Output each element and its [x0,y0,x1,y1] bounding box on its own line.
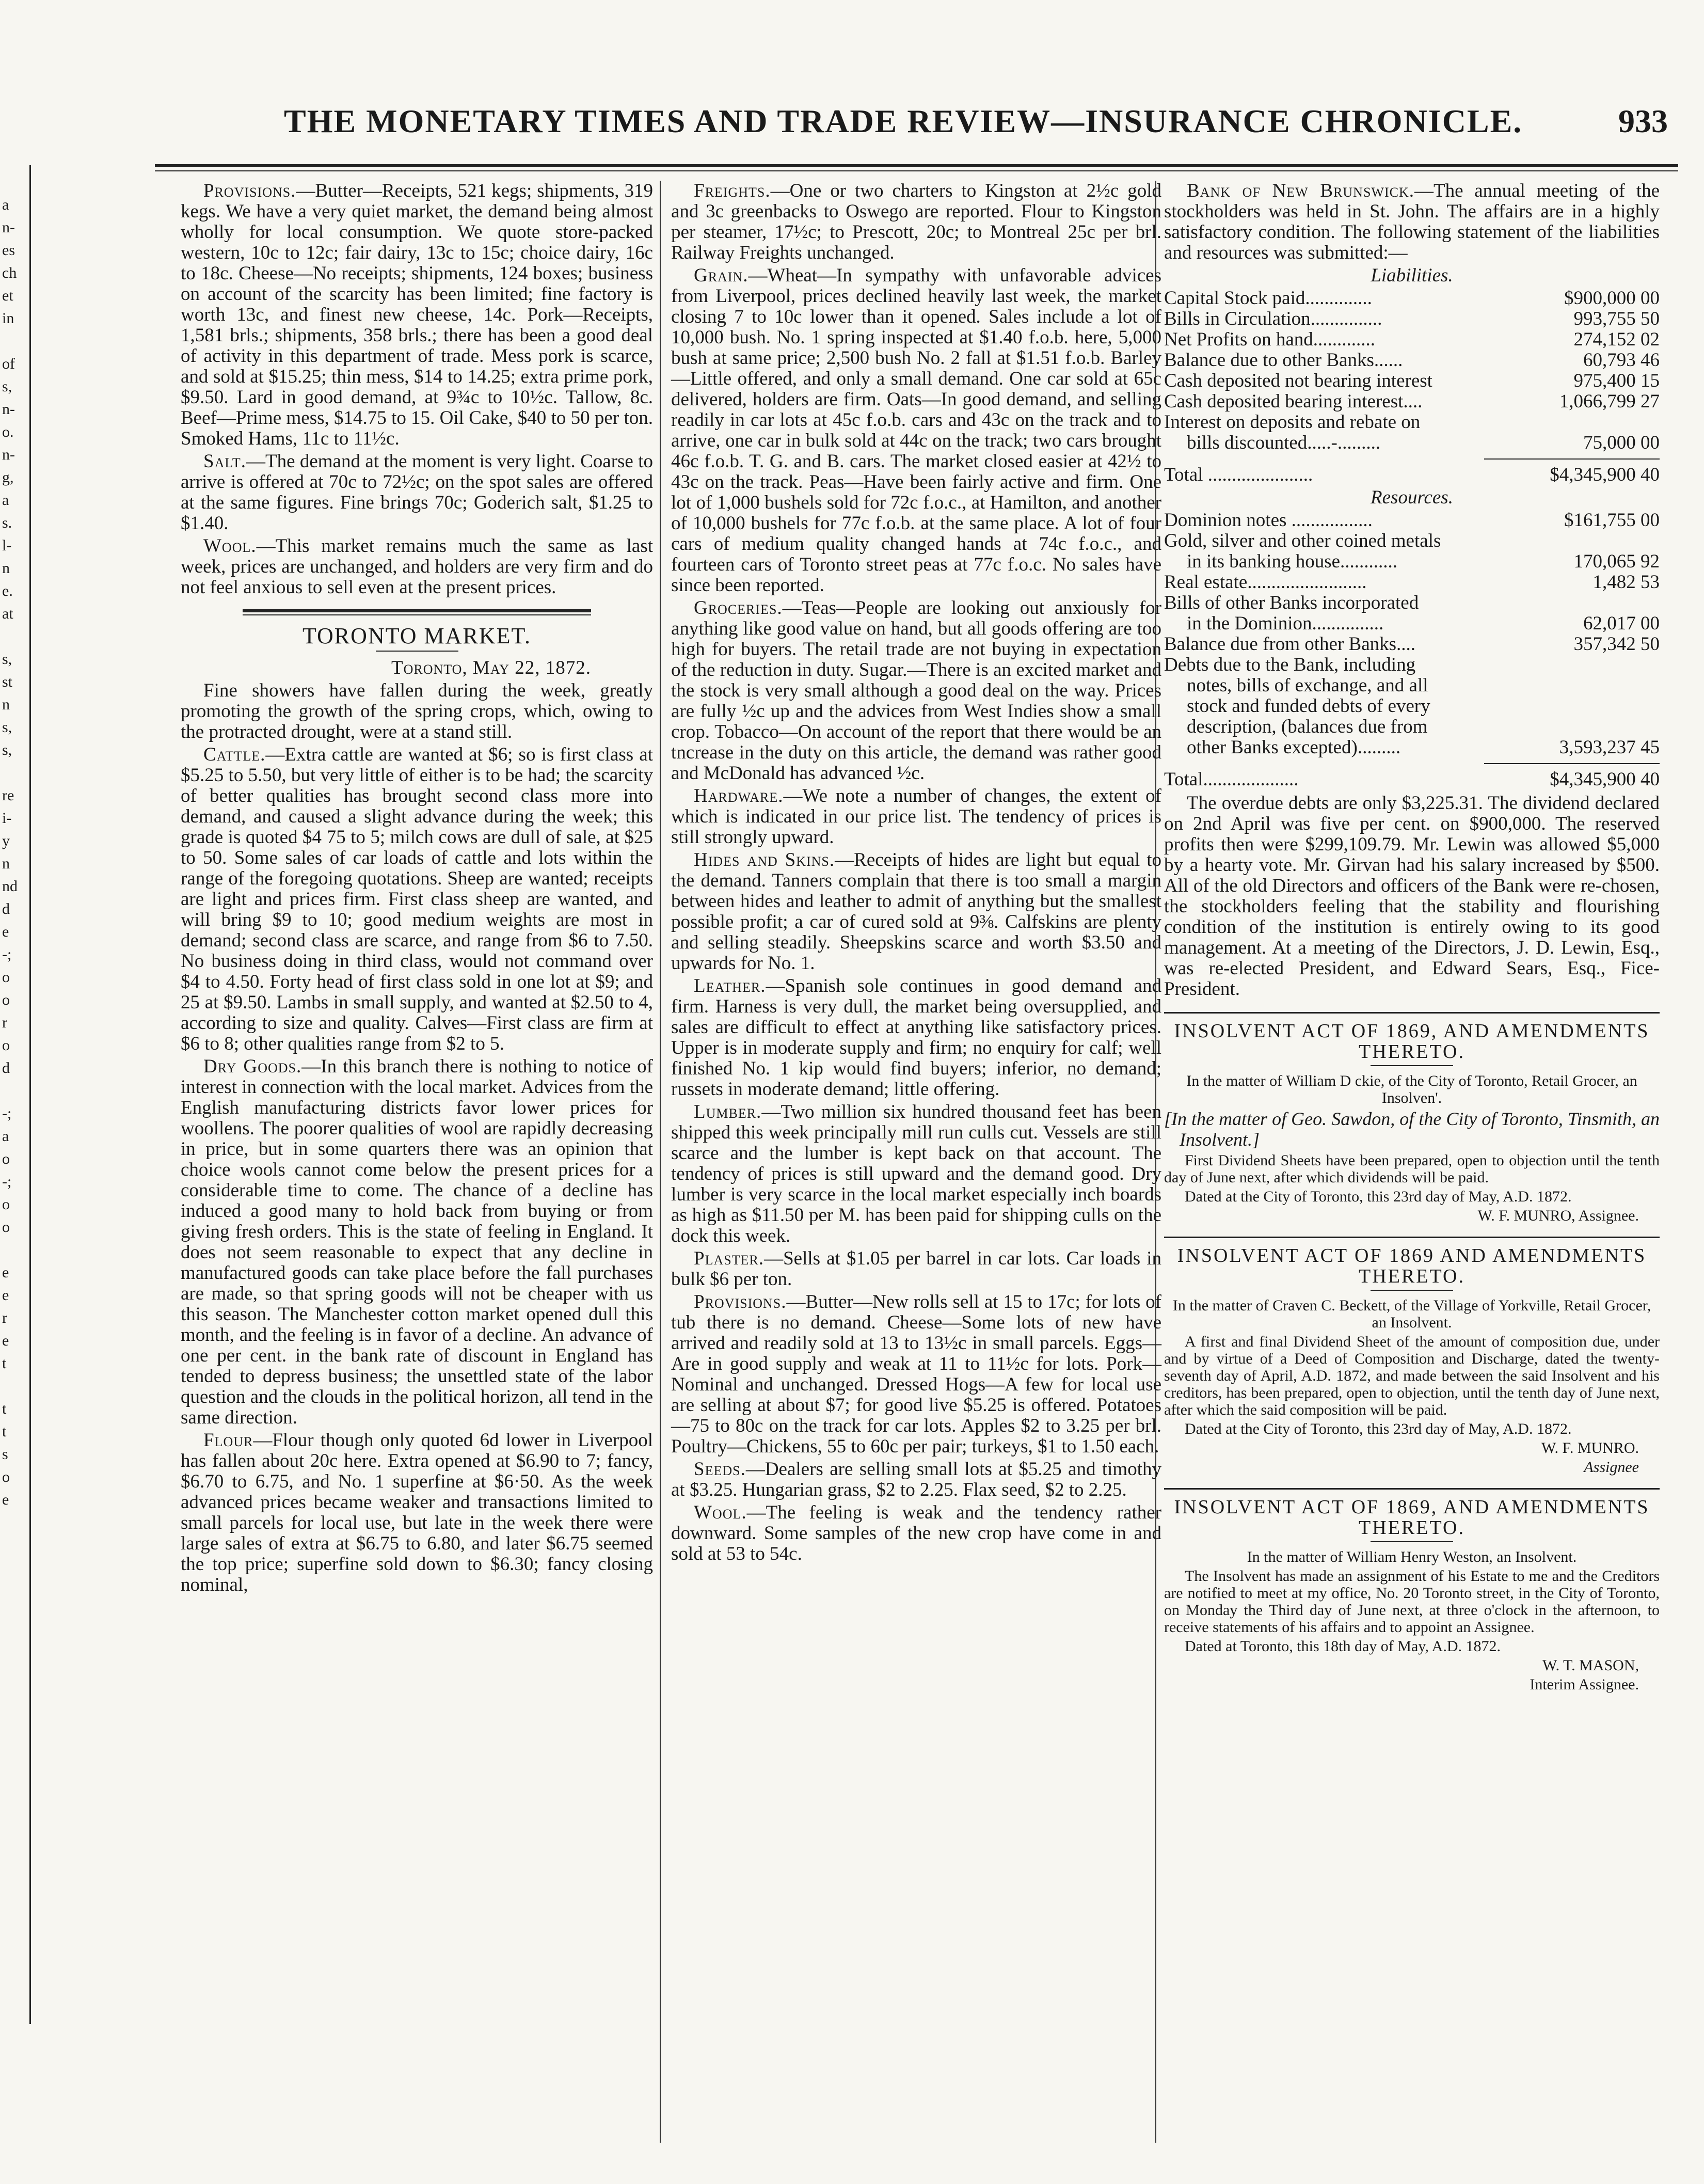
ledger-row [1164,350,1660,371]
ledger-label: Cash deposited bearing interest.... [1164,391,1423,412]
ledger-row [1164,696,1660,717]
provisions-paragraph-2 [671,1292,1161,1457]
notice-text: A first and final Dividend Sheet of the amount of composition due, under and by virtue of a Deed of Composition and Discharge, dated the twenty-seventh day of April, A.D. 1872, and made between the said Insolvent and his creditors, has been prepared, open to objection, until the tenth day of June next, after which the said composition will be paid. [1164,1333,1660,1418]
gutter-fragment: r [2,1309,7,1326]
ledger-row [1164,531,1660,551]
resources-table [1164,510,1660,758]
ledger-amount: 357,342 50 [1573,634,1660,655]
gutter-fragment: es [2,242,15,259]
notice-rule [1164,1488,1660,1490]
total-row [1164,460,1660,485]
notice-body [1164,1072,1660,1224]
gutter-fragment: d [2,900,10,917]
lumber-text: —Two million six hundred thousand feet has been shipped this week principally mill run culls cut. Vessels are still scarce and the lumber is kept back on that account. The tendency of prices is still upward and the demand good. Dry lumber is very scarce in the local market especially inch boards as high as $11.50 per M. has been paid for shipping culls on the dock this week. [671,1101,1161,1246]
ledger-row [1164,655,1660,675]
notice-text: First Dividend Sheets have been prepared, open to objection until the tenth day of June next, after which dividends will be paid. [1164,1152,1660,1186]
ledger-row [1164,288,1660,309]
lumber-heading: Lumber. [694,1101,762,1122]
gutter-fragment: ch [2,264,17,281]
lumber-paragraph [671,1102,1161,1246]
section-rule [243,609,591,615]
gutter-fragment: e [2,923,9,940]
ledger-row [1164,613,1660,634]
ledger-amount: 993,755 50 [1573,308,1660,329]
column-divider [660,181,661,2143]
notice-text: The Insolvent has made an assignment of his Estate to me and the Creditors are notified to meet at my office, No. 20 Toronto street, in the City of Toronto, on Monday the Third day of June next, at three o'clock in the afternoon, to receive statements of his affairs and to appoint an Assignee. [1164,1568,1660,1636]
bank-closing: The overdue debts are only $3,225.31. The dividend declared on 2nd April was five per cent. on $900,000. The reserved profits then were $299,109.79. Mr. Lewin was allowed $5,000 by a hearty vote. Mr. Girvan had his salary increased by $500. All of the old Directors and officers of the Bank were re-chosen, the stockholders feeling that the stability and flourishing condition of the institution is entirely owing to its good management. At a meeting of the Directors, J. D. Lewin, Esq., was re-elected President, and Edward Sears, Esq., Fice-President. [1164,793,1660,1000]
groceries-text: —Teas—People are looking out anxiously for anything like good value on hand, but all goods offering are too high for buyers. The retail trade are not buying in expectation of the reduction in duty. Sugar.—There is an excited market and the stock is very small although a good deal on the way. Prices are fully ½c up and the advices from West Indies show a small crop. Tobacco—On account of the report that there would be an tncrease in the duty on this article, the demand was rather good and McDonald has advanced ½c. [671,597,1161,784]
wool-heading-2: Wool. [694,1502,747,1523]
ledger-row [1164,309,1660,329]
gutter-fragment: e [2,1332,9,1349]
salt-text: —The demand at the moment is very light. Coarse to arrive is offered at 70c to 72½c; on the spot sales are offered at the same figures. Fine brings 70c; Goderich salt, $1.25 to $1.40. [181,451,653,534]
grain-paragraph [671,265,1161,596]
gutter-fragment: -; [2,1173,12,1190]
gutter-fragment: o [2,1150,10,1167]
gutter-fragment: n [2,560,10,577]
gutter-fragment: e [2,1491,9,1508]
ledger-amount: 975,400 15 [1573,370,1660,391]
wool-heading: Wool. [203,535,257,557]
ledger-amount [1510,412,1660,433]
gutter-fragment: o. [2,423,14,440]
gutter-fragment: s. [2,514,12,531]
insolvent-notice-2 [1164,1245,1660,1476]
ledger-label: Net Profits on hand............. [1164,329,1376,350]
gutter-fragment: e [2,1287,9,1304]
ledger-amount: 75,000 00 [1583,432,1660,453]
short-rule [376,651,458,652]
gutter-fragment: o [2,991,10,1008]
gutter-fragment: o [2,1037,10,1054]
ledger-row [1164,737,1660,758]
wool-paragraph [181,536,653,598]
groceries-paragraph [671,598,1161,784]
gutter-fragment: s, [2,378,12,395]
ledger-amount [1510,675,1660,696]
ledger-label: in its banking house............ [1187,551,1398,572]
gutter-fragment: et [2,287,13,304]
total-row [1164,764,1660,790]
notice-signature: W. F. MUNRO. [1541,1439,1639,1457]
notice-role: Interim Assignee. [1530,1676,1639,1693]
ledger-row [1164,551,1660,572]
ledger-row [1164,433,1660,453]
column-2 [671,181,1161,1566]
ledger-amount: 3,593,237 45 [1559,737,1660,758]
salt-heading: Salt. [203,451,246,472]
ledger-amount: 1,482 53 [1592,572,1660,593]
ledger-label: notes, bills of exchange, and all [1187,675,1428,696]
market-intro: Fine showers have fallen during the week, greatly promoting the growth of the spring crops, which, owing to the protracted drought, were at a stand still. [181,680,653,742]
ledger-amount: 274,152 02 [1573,329,1660,350]
ledger-amount [1510,531,1660,551]
ledger-row [1164,634,1660,655]
leather-paragraph [671,976,1161,1100]
page-number: 933 [1618,103,1668,139]
notice-matter-italic: [In the matter of Geo. Sawdon, of the City of Toronto, Tinsmith, an Insolvent.] [1164,1109,1660,1150]
ledger-amount: 62,017 00 [1583,613,1660,634]
ledger-amount [1510,593,1660,613]
ledger-label: in the Dominion............... [1187,613,1384,634]
ledger-row [1164,371,1660,391]
gutter-fragment: s, [2,651,12,668]
ledger-label: Cash deposited not bearing interest [1164,370,1432,391]
ledger-label: Dominion notes ................. [1164,510,1373,531]
gutter-fragment: -; [2,1105,12,1122]
short-rule [1371,1065,1453,1066]
insolvent-notice-1 [1164,1021,1660,1224]
bank-text: —The annual meeting of the stockholders was held in St. John. The affairs are in a highly satisfactory condition. The following statement of the liabilities and resources was submitted:— [1164,180,1660,263]
gutter-fragment: o [2,1468,10,1485]
gutter-fragment: t [2,1400,7,1417]
notice-title: INSOLVENT ACT OF 1869, AND AMENDMENTS THERETO. [1174,1020,1650,1063]
notice-body [1164,1297,1660,1476]
dry-goods-heading: Dry Goods. [203,1056,302,1077]
leather-heading: Leather. [694,975,766,996]
provisions-paragraph [181,181,653,449]
gutter-fragment: n [2,696,10,713]
ledger-label: description, (balances due from [1187,716,1428,737]
notice-rule [1164,1012,1660,1014]
ledger-label: Real estate......................... [1164,572,1367,593]
resources-caption: Resources. [1371,487,1453,508]
cattle-text: —Extra cattle are wanted at $6; so is first class at $5.25 to 5.50, but very little of either is to be had; the scarcity of better qualities has brought second class more into demand, and caused a slight advance during the week; this grade is quoted $4 75 to 5; milch cows are dull of sale, at $25 to 50. Some sales of car loads of cattle and lots within the range of the foregoing quotations. Sheep are wanted; receipts are light and prices firm. First class sheep are wanted, and will bring $9 to 10; good medium weights are most in demand; second class are scarce, and range from $6 to 7.50. No business doing in third class, would not command over $4 to 4.50. Forty head of first class sold in one lot at $9; and 25 at $9.50. Lambs in small supply, and wanted at $2.50 to 4, according to size and quality. Calves—First class are firm at $6 to 8; other qualities range from $2 to 5. [181,744,653,1054]
toronto-market-heading: TORONTO MARKET. [302,623,532,648]
groceries-heading: Groceries. [694,597,783,619]
plaster-paragraph [671,1248,1161,1290]
gutter-fragment: a [2,1128,9,1145]
liabilities-caption: Liabilities. [1371,265,1453,286]
notice-matter: In the matter of Craven C. Beckett, of the Village of Yorkville, Retail Grocer, an Insolvent. [1172,1297,1651,1331]
ledger-label: Debts due to the Bank, including [1164,654,1416,675]
gutter-fragment: l- [2,537,12,554]
salt-paragraph [181,451,653,534]
header-rule [155,164,1678,167]
leather-text: —Spanish sole continues in good demand and firm. Harness is very dull, the market being oversupplied, and sales are difficult to effect at anything like satisfactory prices. Upper is in moderate supply and firm; no enquiry for calf; well finished No. 1 kip would find buyers; inferior, no demand; russets in moderate demand; little offering. [671,975,1161,1100]
ledger-row [1164,593,1660,613]
plaster-heading: Plaster. [694,1248,765,1269]
gutter-fragment: t [2,1355,7,1372]
notice-role: Assignee [1584,1459,1639,1476]
notice-title: INSOLVENT ACT OF 1869, AND AMENDMENTS THERETO. [1174,1496,1650,1539]
grain-text: —Wheat—In sympathy with unfavorable advices from Liverpool, prices declined heavily last week, the market closing 7 to 10c lower than it opened. Sales include a lot of 10,000 bush. No. 1 spring inspected at $1.40 f.o.b. here, 5,000 bush at same price; 2,500 bush No. 2 fall at $1.51 f.o.b. Barley—Little offered, and only a small demand. One car sold at 65c delivered, holders are firm. Oats—In good demand, and selling readily in car lots at 45c f.o.b. cars and 43c on the track and to arrive, one car in bulk sold at 44c on the track; two cars brought 46c f.o.b. T. G. and B. cars. The market closed easier at 42½ to 43c on the track. Peas—Have been fairly active and firm. One lot of 1,000 bushels sold for 72c f.o.c., at Hamilton, and another of 10,000 bushels for 77c f.o.b. at the same place. A lot of four cars of medium quality changed hands at 74c f.o.c., and fourteen cars of Toronto street peas at 77c f.o.c. No sales have since been reported. [671,265,1161,596]
gutter-fragment: -; [2,946,12,963]
gutter-fragment: e [2,1264,9,1281]
ledger-amount [1510,655,1660,675]
notice-signature: W. F. MUNRO, Assignee. [1477,1207,1639,1224]
page-title: THE MONETARY TIMES AND TRADE REVIEW—INSURANCE CHRONICLE. [284,103,1523,139]
notice-title: INSOLVENT ACT OF 1869 AND AMENDMENTS THERETO. [1177,1245,1647,1287]
seeds-text: —Dealers are selling small lots at $5.25 and timothy at $3.25. Hungarian grass, $2 to 2.25. Flax seed, $2 to 2.25. [671,1459,1161,1500]
notice-matter: In the matter of William Henry Weston, an Insolvent. [1247,1548,1577,1565]
gutter-fragment: t [2,1423,7,1440]
ledger-amount [1510,717,1660,737]
ledger-row [1164,572,1660,593]
gutter-fragment: n- [2,401,15,418]
hardware-text: —We note a number of changes, the extent of which is indicated in our price list. The tendency of prices is still strongly upward. [671,785,1161,848]
page-header [155,93,1678,155]
gutter-fragment: s [2,1446,8,1463]
ledger-label: Bills of other Banks incorporated [1164,592,1419,613]
dry-goods-paragraph [181,1056,653,1428]
cattle-paragraph [181,745,653,1054]
notice-rule [1164,1237,1660,1238]
gutter-fragment: a [2,196,9,213]
gutter-fragment: at [2,605,13,622]
dateline: Toronto, May 22, 1872. [391,657,591,678]
gutter-fragment: n- [2,219,15,236]
notice-matter: In the matter of William D ckie, of the City of Toronto, Retail Grocer, an Insolven'. [1186,1072,1637,1106]
gutter-fragment: a [2,492,9,509]
ledger-label: Balance due to other Banks...... [1164,350,1403,371]
seeds-paragraph [671,1459,1161,1500]
facing-page-gutter [0,0,31,2184]
gutter-fragment: in [2,310,14,327]
flour-text: —Flour though only quoted 6d lower in Liverpool has fallen about 20c here. Extra opened at $6.90 to 7; fancy, $6.70 to 6.75, and No. 1 superfine at $6·50. As the week advanced prices became weaker and transactions limited to small parcels for local use, but late in the week there were large sales of extra at $6.75 to 6.80, and later $6.75 seemed the top price; superfine sold down to $6.30; fancy closing nominal, [181,1430,653,1595]
ledger-amount: 1,066,799 27 [1559,391,1660,412]
hides-paragraph [671,850,1161,974]
gutter-fragment: st [2,673,13,690]
gutter-fragment: s, [2,719,12,736]
freights-text: —One or two charters to Kingston at 2½c gold and 3c greenbacks to Oswego are reported. Flour to Kingston per steamer, 17½c; to Prescott, 20c; to Montreal 25c per brl. Railway Freights unchanged. [671,180,1161,263]
provisions-heading-2: Provisions. [694,1291,787,1312]
grain-heading: Grain. [694,265,749,286]
flour-heading: Flour [203,1430,253,1451]
short-rule [1371,1541,1453,1542]
ledger-label: Gold, silver and other coined metals [1164,530,1441,551]
gutter-fragment: n [2,855,10,872]
ledger-row [1164,329,1660,350]
gutter-fragment: of [2,355,15,372]
gutter-fragment: r [2,1014,7,1031]
ledger-label: bills discounted.....-......... [1187,432,1381,453]
ledger-label: other Banks excepted)......... [1187,737,1401,758]
gutter-fragment: g, [2,469,14,486]
column-1 [181,181,653,1597]
flour-paragraph [181,1430,653,1595]
hides-heading: Hides and Skins. [694,849,835,871]
notice-body [1164,1548,1660,1693]
ledger-row [1164,391,1660,412]
notice-signature: W. T. MASON, [1542,1657,1639,1674]
freights-paragraph [671,181,1161,263]
gutter-fragment: s, [2,741,12,758]
gutter-fragment: re [2,787,14,804]
gutter-fragment: nd [2,878,18,895]
column-3 [1164,181,1660,1695]
ledger-row [1164,717,1660,737]
ledger-row [1164,412,1660,433]
notice-dated: Dated at the City of Toronto, this 23rd day of May, A.D. 1872. [1185,1420,1572,1437]
gutter-fragment: d [2,1059,10,1077]
insolvent-notice-3 [1164,1497,1660,1693]
bank-paragraph [1164,181,1660,263]
hardware-heading: Hardware. [694,785,784,806]
gutter-rule [29,165,31,2024]
header-rule-thin [155,170,1678,171]
wool-text: —This market remains much the same as last week, prices are unchanged, and holders are very firm and do not feel anxious to sell even at the present prices. [181,535,653,598]
liabilities-table [1164,288,1660,453]
ledger-row [1164,510,1660,531]
gutter-fragment: i- [2,810,12,827]
gutter-fragment: o [2,1218,10,1236]
gutter-fragment: e. [2,582,13,599]
ledger-label: Interest on deposits and rebate on [1164,412,1421,433]
gutter-fragment: y [2,832,10,849]
ledger-row [1164,675,1660,696]
ledger-amount [1510,696,1660,717]
total-amount: $4,345,900 40 [1550,464,1660,485]
cattle-heading: Cattle. [203,744,266,765]
notice-dated: Dated at the City of Toronto, this 23rd day of May, A.D. 1872. [1185,1188,1572,1205]
wool-text-2: —The feeling is weak and the tendency rather downward. Some samples of the new crop have come in and sold at 53 to 54c. [671,1502,1161,1564]
dry-goods-text: —In this branch there is nothing to notice of interest in connection with the local market. Advices from the English manufacturing districts favor lower prices for woollens. The poorer qualities of wool are rapidly decreasing in price, but in some quarters there was an opinion that choice wools cannot come below the present prices for a considerable time to come. The chance of a decline has induced a good many to hold back from buying or from giving fresh orders. This is the state of feeling in England. It does not seem reasonable to expect that any decline in manufactured goods can take place before the fall purchases are made, so that spring goods will not be cheaper with us this season. The Manchester cotton market opened dull this month, and the feeling is in favor of a decline. An advance of one per cent. in the bank rate of discount in England has tended to depress business; the unsettled state of the labor question and the clouds in the political horizon, all tend in the same direction. [181,1056,653,1428]
total-label: Total.................... [1164,769,1299,790]
gutter-fragment: o [2,1196,10,1213]
gutter-fragment: n- [2,446,15,463]
plaster-text: —Sells at $1.05 per barrel in car lots. Car loads in bulk $6 per ton. [671,1248,1161,1290]
short-rule [1371,1290,1453,1291]
provisions-text: —Butter—Receipts, 521 kegs; shipments, 319 kegs. We have a very quiet market, the demand being almost wholly for local consumption. We quote store-packed western, 10c to 12c; fair dairy, 13c to 15c; choice dairy, 16c to 18c. Cheese—No receipts; shipments, 124 boxes; business on account of the scarcity has been limited; fine factory is worth 13c, and finest new cheese, 14c. Pork—Receipts, 1,581 brls.; shipments, 358 brls.; there has been a good deal of activity in this department of trade. Mess pork is scarce, and sold at $15.25; thin mess, $14 to 14.25; extra prime pork, $9.50. Lard in good demand, at 9¾c to 10½c. Tallow, 8c. Beef—Prime mess, $14.75 to 15. Oil Cake, $40 to 50 per ton. Smoked Hams, 11c to 11½c. [181,180,653,449]
ledger-label: Balance due from other Banks.... [1164,634,1416,655]
seeds-heading: Seeds. [694,1459,746,1480]
ledger-amount: $900,000 00 [1564,288,1660,309]
total-amount: $4,345,900 40 [1550,769,1660,790]
provisions-heading: Provisions. [203,180,296,201]
ledger-label: Capital Stock paid.............. [1164,288,1372,309]
ledger-label: stock and funded debts of every [1187,695,1430,717]
liabilities-total [1164,460,1660,485]
total-label: Total ...................... [1164,464,1313,485]
ledger-label: Bills in Circulation............... [1164,308,1382,329]
ledger-amount: 60,793 46 [1583,350,1660,371]
notice-dated: Dated at Toronto, this 18th day of May, A.D. 1872. [1185,1638,1501,1655]
ledger-amount: $161,755 00 [1564,510,1660,531]
hides-text: —Receipts of hides are light but equal to the demand. Tanners complain that there is too small a margin between hides and leather to admit of anything but the smallest possible profit; a car of cured sold at 9⅜. Calfskins are plenty and selling steadily. Sheepskins scarce and worth $3.50 and upwards for No. 1. [671,849,1161,974]
ledger-amount: 170,065 92 [1573,551,1660,572]
bank-heading: Bank of New Brunswick. [1187,180,1414,201]
resources-total [1164,764,1660,790]
gutter-fragment: o [2,969,10,986]
provisions-text-2: —Butter—New rolls sell at 15 to 17c; for lots of tub there is no demand. Cheese—Some lots of new have arrived and readily sold at 13 to 13½c in small parcels. Eggs—Are in good supply and weak at 11 to 11½c for lots. Pork—Nominal and unchanged. Dressed Hogs—A few for local use are selling at about $7; for good live $5.25 is offered. Potatoes—75 to 80c on the track for car lots. Apples $2 to 3.25 per brl. Poultry—Chickens, 55 to 60c per pair; turkeys, $1 to 1.50 each. [671,1291,1161,1457]
freights-heading: Freights. [694,180,771,201]
wool-paragraph-2 [671,1502,1161,1564]
hardware-paragraph [671,786,1161,848]
